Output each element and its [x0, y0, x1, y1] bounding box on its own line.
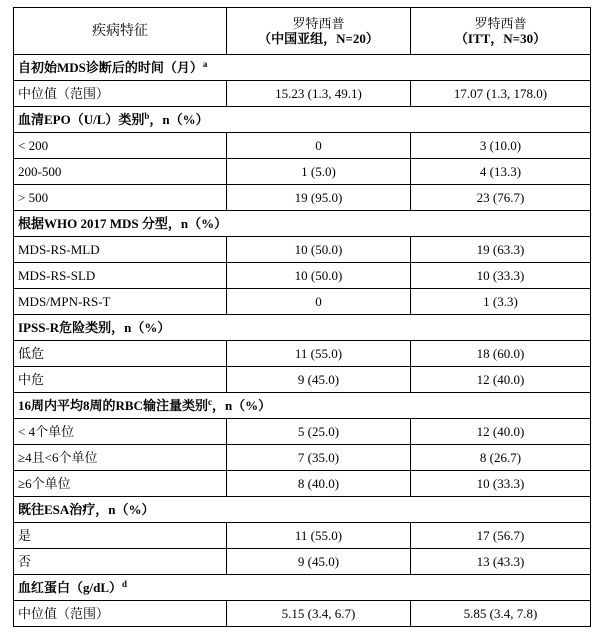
table-body — [14, 55, 591, 627]
row-label: 是 — [14, 523, 227, 549]
table-row — [14, 159, 591, 185]
china-subgroup-value: 7 (35.0) — [227, 445, 411, 471]
china-subgroup-value: 11 (55.0) — [227, 523, 411, 549]
header-china-subgroup-n: （中国亚组，N=20） — [258, 31, 379, 46]
section-label-text: 根据WHO 2017 MDS 分型，n（%） — [18, 216, 228, 231]
section-row — [14, 575, 591, 601]
table-row — [14, 341, 591, 367]
section-label — [14, 107, 591, 133]
section-row — [14, 211, 591, 237]
china-subgroup-value: 10 (50.0) — [227, 237, 411, 263]
itt-value: 1 (3.3) — [411, 289, 591, 315]
table-row — [14, 263, 591, 289]
row-label: MDS/MPN-RS-T — [14, 289, 227, 315]
section-label — [14, 315, 591, 341]
china-subgroup-value: 0 — [227, 133, 411, 159]
row-label: > 500 — [14, 185, 227, 211]
table-row — [14, 367, 591, 393]
section-label — [14, 393, 591, 419]
row-label: 200-500 — [14, 159, 227, 185]
header-itt-drug: 罗特西普 — [474, 16, 527, 31]
row-label: 中位值（范围） — [14, 81, 227, 107]
itt-value: 12 (40.0) — [411, 367, 591, 393]
table-row — [14, 185, 591, 211]
china-subgroup-value: 9 (45.0) — [227, 367, 411, 393]
itt-value: 17.07 (1.3, 178.0) — [411, 81, 591, 107]
table-row — [14, 289, 591, 315]
itt-value: 12 (40.0) — [411, 419, 591, 445]
section-label-text: 16周内平均8周的RBC输注量类别 — [18, 398, 208, 413]
china-subgroup-value: 15.23 (1.3, 49.1) — [227, 81, 411, 107]
section-row — [14, 107, 591, 133]
section-row — [14, 497, 591, 523]
header-itt-n: （ITT，N=30） — [454, 31, 547, 46]
section-label-suffix: ，n（%） — [149, 112, 209, 127]
section-row — [14, 393, 591, 419]
table-row — [14, 81, 591, 107]
section-label-text: 血清EPO（U/L）类别 — [18, 112, 145, 127]
section-label-suffix: ，n（%） — [211, 398, 272, 413]
row-label: 中位值（范围） — [14, 601, 227, 627]
table-header-row — [14, 8, 591, 55]
section-label-text: 自初始MDS诊断后的时间（月） — [18, 60, 203, 75]
table-row — [14, 549, 591, 575]
itt-value: 8 (26.7) — [411, 445, 591, 471]
table-row — [14, 133, 591, 159]
china-subgroup-value: 8 (40.0) — [227, 471, 411, 497]
itt-value: 13 (43.3) — [411, 549, 591, 575]
row-label: 否 — [14, 549, 227, 575]
disease-characteristics-table — [13, 7, 591, 627]
footnote-marker: c — [207, 397, 212, 407]
row-label: MDS-RS-SLD — [14, 263, 227, 289]
section-label — [14, 211, 591, 237]
china-subgroup-value: 5.15 (3.4, 6.7) — [227, 601, 411, 627]
row-label: 中危 — [14, 367, 227, 393]
itt-value: 5.85 (3.4, 7.8) — [411, 601, 591, 627]
china-subgroup-value: 5 (25.0) — [227, 419, 411, 445]
row-label: < 4个单位 — [14, 419, 227, 445]
footnote-marker: d — [122, 579, 128, 589]
itt-value: 17 (56.7) — [411, 523, 591, 549]
china-subgroup-value: 19 (95.0) — [227, 185, 411, 211]
section-label-text: IPSS-R危险类别，n（%） — [18, 320, 171, 335]
china-subgroup-value: 0 — [227, 289, 411, 315]
table-row — [14, 523, 591, 549]
china-subgroup-value: 11 (55.0) — [227, 341, 411, 367]
row-label: MDS-RS-MLD — [14, 237, 227, 263]
section-label-text: 既往ESA治疗，n（%） — [18, 502, 155, 517]
itt-value: 10 (33.3) — [411, 263, 591, 289]
itt-value: 18 (60.0) — [411, 341, 591, 367]
table-row — [14, 601, 591, 627]
itt-value: 10 (33.3) — [411, 471, 591, 497]
row-label: < 200 — [14, 133, 227, 159]
table-row — [14, 445, 591, 471]
header-itt — [411, 8, 591, 55]
table-row — [14, 237, 591, 263]
header-disease-characteristics: 疾病特征 — [14, 8, 227, 55]
footnote-marker: b — [144, 111, 150, 121]
row-label: 低危 — [14, 341, 227, 367]
section-row — [14, 315, 591, 341]
section-row — [14, 55, 591, 81]
section-label — [14, 497, 591, 523]
header-china-subgroup-drug: 罗特西普 — [292, 16, 345, 31]
section-label — [14, 575, 591, 601]
header-china-subgroup — [227, 8, 411, 55]
row-label: ≥4且<6个单位 — [14, 445, 227, 471]
china-subgroup-value: 1 (5.0) — [227, 159, 411, 185]
table-row — [14, 419, 591, 445]
section-label-text: 血红蛋白（g/dL） — [18, 580, 123, 595]
china-subgroup-value: 10 (50.0) — [227, 263, 411, 289]
table-row — [14, 471, 591, 497]
section-label — [14, 55, 591, 81]
china-subgroup-value: 9 (45.0) — [227, 549, 411, 575]
footnote-marker: a — [202, 59, 208, 69]
itt-value: 3 (10.0) — [411, 133, 591, 159]
itt-value: 23 (76.7) — [411, 185, 591, 211]
row-label: ≥6个单位 — [14, 471, 227, 497]
itt-value: 19 (63.3) — [411, 237, 591, 263]
itt-value: 4 (13.3) — [411, 159, 591, 185]
